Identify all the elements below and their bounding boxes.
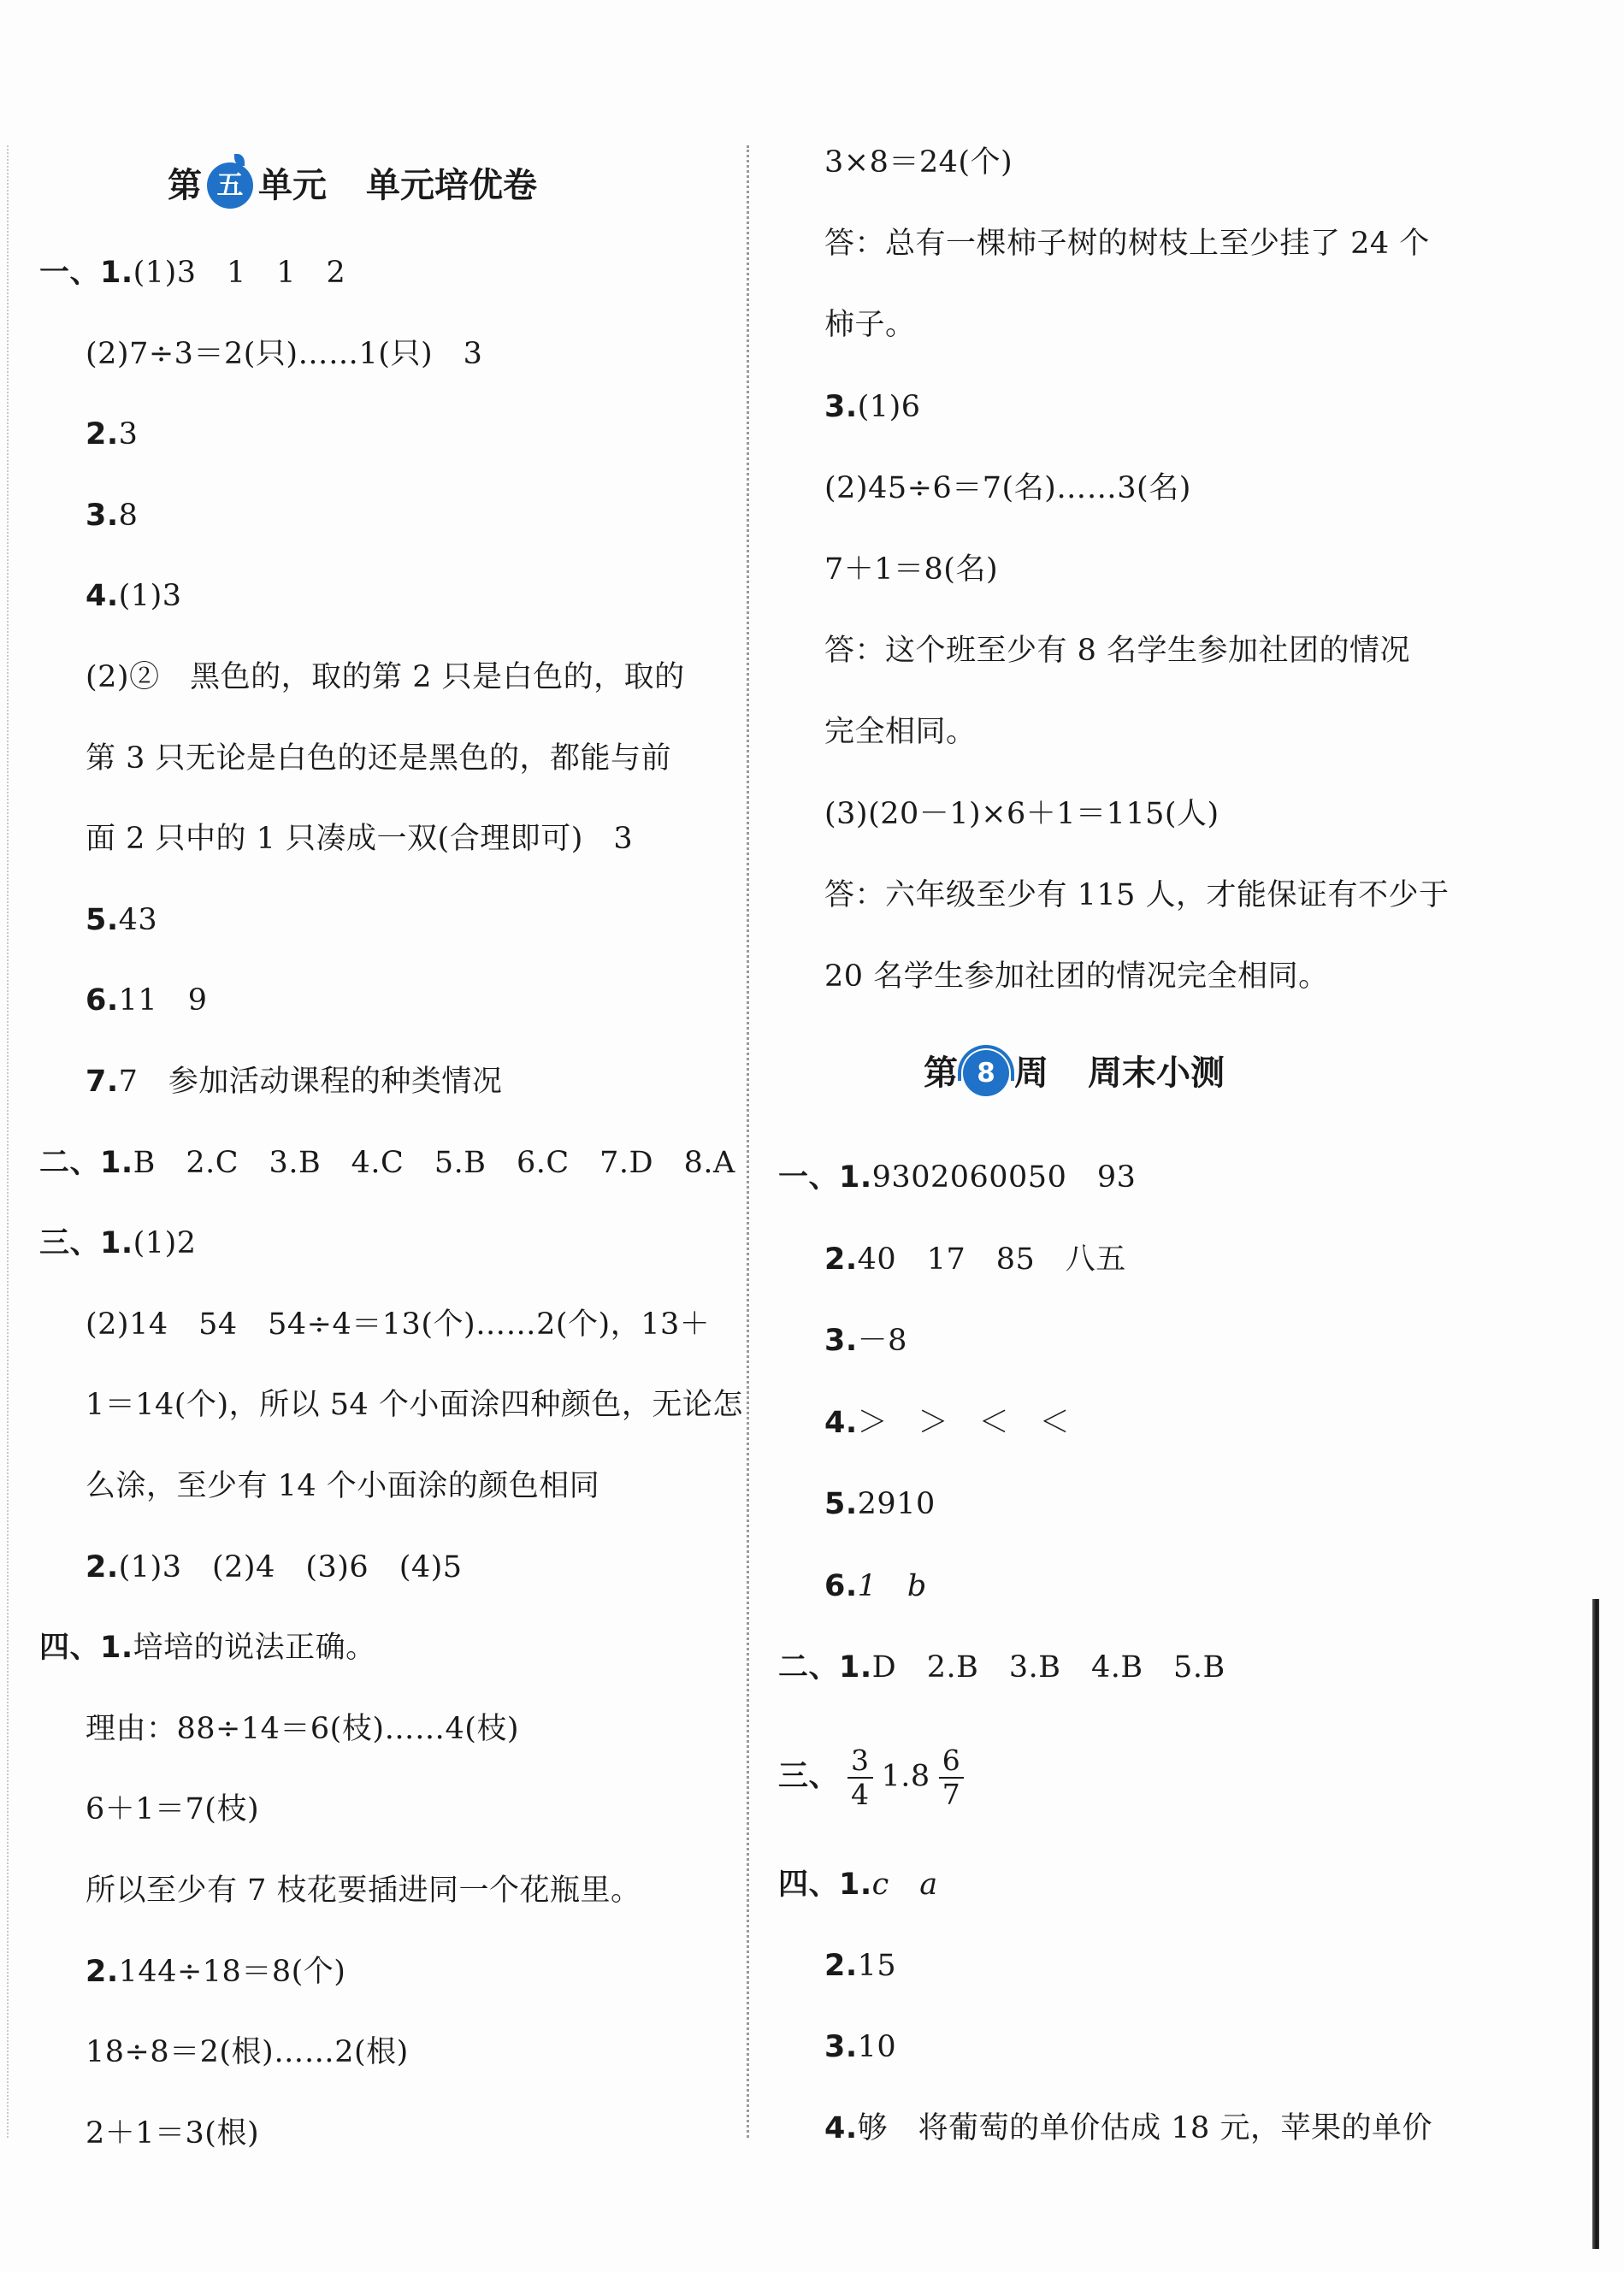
answer-line (824, 144, 1013, 181)
answer-line (824, 876, 1450, 914)
question-label: 2. (824, 1949, 858, 1983)
unit-title (168, 162, 537, 209)
answer-text: 10 (857, 2030, 897, 2064)
unit-title-pre: 第 (168, 166, 202, 205)
answer-text: 18÷8＝2(根)……2(根) (86, 2035, 409, 2070)
answer-text: 够 将葡萄的单价估成 18 元，苹果的单价 (857, 2111, 1432, 2145)
answer-line (86, 1063, 502, 1101)
question-label: 6. (86, 983, 119, 1018)
answer-line (86, 1306, 710, 1343)
answer-line (86, 1386, 743, 1424)
left-edge-dots (7, 145, 9, 2138)
answer-line (86, 982, 207, 1019)
question-label: 4. (86, 579, 119, 614)
answer-line (86, 2115, 259, 2152)
answer-line (86, 1791, 259, 1828)
fraction-3-4: $\frac{3}{4}$ (847, 1744, 873, 1811)
answer-text: －8 (857, 1324, 907, 1358)
answer-text: 6＋1＝7(枝) (86, 1792, 260, 1827)
answer-line (86, 1953, 345, 1991)
question-label: 3. (824, 389, 858, 424)
answer-text: 完全相同。 (824, 715, 977, 750)
question-label: 四、1. (39, 1631, 133, 1666)
answer-text: 11 9 (118, 983, 208, 1018)
unit-title-post: 单元 (258, 166, 327, 205)
answer-text: (1)3 (2)4 (3)6 (4)5 (118, 1549, 463, 1584)
question-label: 2. (86, 1549, 119, 1584)
answer-line (824, 1485, 936, 1523)
answer-line (824, 388, 921, 426)
weekly-title-pre: 第 (924, 1053, 958, 1093)
answer-text: 3 (118, 417, 139, 452)
answer-text: (3)(20－1)×6＋1＝115(人) (824, 796, 1219, 831)
question-label: 三、1. (39, 1226, 133, 1261)
unit-number-badge: 五 (207, 162, 253, 209)
answer-line (86, 1549, 463, 1586)
answer-text: 40 17 85 八五 (857, 1242, 1126, 1277)
answer-text: ＞ ＞ ＜ ＜ (857, 1405, 1071, 1440)
answer-text: 7 参加活动课程的种类情况 (118, 1065, 503, 1099)
answer-line (86, 820, 633, 858)
answer-line (86, 1872, 641, 1909)
answer-line (824, 795, 1219, 833)
question-label: 2. (824, 1242, 858, 1277)
answer-text: 面 2 只中的 1 只凑成一双(合理即可) 3 (86, 822, 634, 857)
scan-edge-mark (1592, 1599, 1599, 2249)
answer-line (86, 740, 671, 777)
answer-line (39, 1144, 735, 1182)
decimal-value: 1.8 (881, 1759, 930, 1794)
answer-line (824, 306, 916, 344)
weekly-title (924, 1050, 1225, 1096)
question-label: 2. (86, 1954, 119, 1989)
answer-line (824, 2110, 1432, 2147)
answer-line (39, 1629, 376, 1667)
answer-line (86, 1710, 519, 1748)
answer-line (778, 1866, 938, 1903)
answer-text: (2)14 54 54÷4＝13(个)……2(个)，13＋ (86, 1307, 711, 1342)
question-label: 二、1. (39, 1145, 133, 1180)
question-label: 3. (86, 498, 119, 533)
answer-text: 9302060050 93 (871, 1160, 1137, 1195)
answer-text: (2)7÷3＝2(只)……1(只) 3 (86, 336, 483, 371)
question-label: 4. (824, 1405, 858, 1440)
fraction-6-7: $\frac{6}{7}$ (939, 1744, 965, 1811)
question-label: 2. (86, 417, 119, 452)
answer-text: B 2.C 3.B 4.C 5.B 6.C 7.D 8.A (133, 1145, 735, 1180)
answer-text: (1)2 (133, 1226, 197, 1261)
answer-text: D 2.B 3.B 4.B 5.B (871, 1650, 1225, 1685)
answer-text: 答：六年级至少有 115 人，才能保证有不少于 (824, 877, 1450, 912)
answer-text: 1＝14(个)，所以 54 个小面涂四种颜色，无论怎 (86, 1388, 743, 1423)
answer-text: 2＋1＝3(根) (86, 2116, 260, 2151)
answer-text: 答：总有一棵柿子树的树枝上至少挂了 24 个 (824, 227, 1430, 262)
question-label: 3. (824, 2030, 858, 2064)
answer-line (824, 1567, 927, 1605)
answer-line (86, 901, 157, 939)
answer-line (86, 2033, 409, 2071)
answer-line (824, 632, 1410, 670)
answer-text: 柿子。 (824, 308, 916, 343)
answer-line (824, 469, 1191, 507)
unit-title-main: 单元培优卷 (366, 166, 537, 205)
answer-line (778, 1159, 1136, 1196)
answer-text: 1 b (857, 1568, 927, 1603)
question-label: 7. (86, 1065, 119, 1099)
answer-line (824, 713, 977, 751)
question-label: 5. (86, 902, 119, 937)
answer-line (39, 254, 345, 292)
answer-line (824, 1241, 1126, 1278)
question-label: 一、1. (778, 1160, 872, 1195)
answer-text: 144÷18＝8(个) (118, 1954, 346, 1989)
answer-text: 15 (857, 1949, 897, 1983)
answer-text: 么涂，至少有 14 个小面涂的颜色相同 (86, 1469, 600, 1503)
answer-text: 20 名学生参加社团的情况完全相同。 (824, 959, 1329, 994)
question-label: 3. (824, 1324, 858, 1358)
answer-line (824, 551, 998, 588)
weekly-title-main: 周末小测 (1088, 1053, 1225, 1093)
answer-line (86, 1467, 599, 1505)
weekly-title-post: 周 (1014, 1053, 1048, 1093)
answer-text: 2910 (857, 1487, 936, 1521)
answer-text: 7＋1＝8(名) (824, 552, 999, 587)
answer-line (824, 1322, 907, 1360)
answer-line (824, 225, 1430, 263)
question-label: 4. (824, 2111, 858, 2145)
answer-line (824, 958, 1329, 995)
question-label: 5. (824, 1487, 858, 1521)
answer-line (824, 1947, 896, 1985)
answer-text: 8 (118, 498, 139, 533)
answer-line (86, 416, 138, 453)
answer-line (86, 497, 138, 534)
answer-line (824, 2028, 896, 2066)
question-label: 6. (824, 1568, 858, 1603)
answer-line (39, 1225, 197, 1262)
question-label: 三、 (778, 1759, 840, 1794)
question-label: 四、1. (778, 1868, 872, 1902)
answer-text: 第 3 只无论是白色的还是黑色的，都能与前 (86, 741, 672, 776)
answer-line (86, 658, 685, 696)
answer-text: (2)45÷6＝7(名)……3(名) (824, 470, 1191, 505)
answer-line (86, 577, 182, 615)
answer-text: 答：这个班至少有 8 名学生参加社团的情况 (824, 634, 1411, 669)
answer-line (778, 1649, 1225, 1686)
answer-text: 43 (118, 902, 158, 937)
answer-text: 3×8＝24(个) (824, 145, 1013, 180)
answer-text: 理由：88÷14＝6(枝)……4(枝) (86, 1711, 520, 1746)
column-divider (747, 145, 749, 2138)
answer-text: c a (871, 1868, 938, 1902)
answer-text: 培培的说法正确。 (133, 1631, 376, 1666)
question-label: 二、1. (778, 1650, 872, 1685)
answer-text: (1)3 1 1 2 (133, 256, 346, 290)
answer-text: (1)3 (118, 579, 182, 614)
answer-line (86, 335, 482, 373)
answer-line (824, 1404, 1070, 1442)
answer-line-fractions (778, 1744, 972, 1811)
week-number-badge: 8 (963, 1050, 1009, 1096)
answer-text: (1)6 (857, 389, 921, 424)
answer-text: 所以至少有 7 枝花要插进同一个花瓶里。 (86, 1874, 641, 1908)
answer-text: (2)② 黑色的，取的第 2 只是白色的，取的 (86, 660, 685, 694)
question-label: 一、1. (39, 256, 133, 290)
